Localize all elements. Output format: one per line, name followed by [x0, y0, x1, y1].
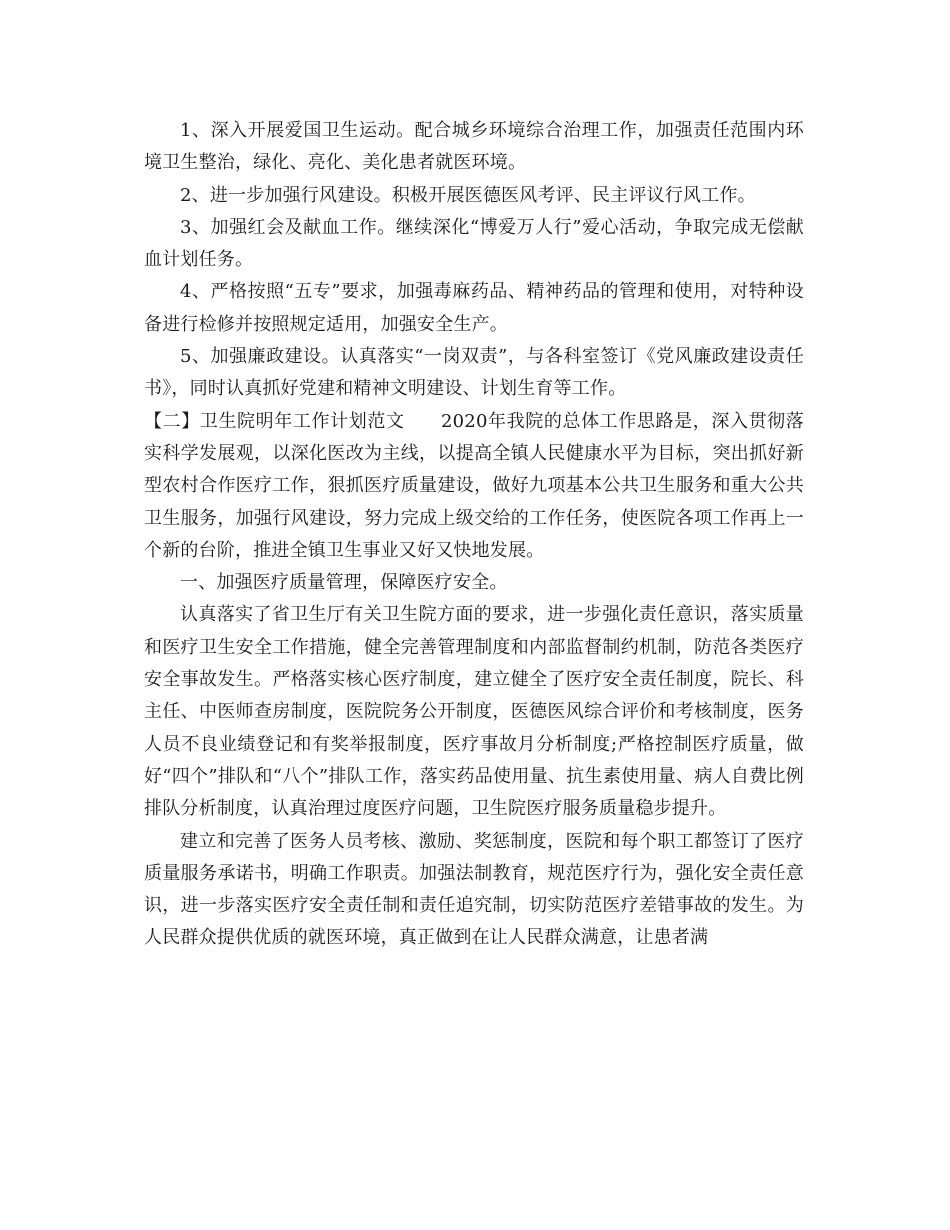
- paragraph-item-3: 3、加强红会及献血工作。继续深化“博爱万人行”爱心活动，争取完成无偿献血计划任务。: [144, 216, 804, 271]
- paragraph-item-2: 2、进一步加强行风建设。积极开展医德医风考评、民主评议行风工作。: [180, 184, 756, 206]
- document-page: [144, 115, 804, 955]
- subheading: 一、加强医疗质量管理，保障医疗安全。: [180, 572, 508, 594]
- heading-gap: [405, 411, 441, 432]
- paragraph-item-1: 1、深入开展爱国卫生运动。配合城乡环境综合治理工作，加强责任范围内环境卫生整治，绿化、亮化、美化患者就医环境。: [144, 120, 804, 174]
- paragraph-item-5: 5、加强廉政建设。认真落实“一岗双责”，与各科室签订《党风廉政建设责任书》，同时认真抓好党建和精神文明建设、计划生育等工作。: [144, 346, 804, 400]
- section-intro: 2020年我院的总体工作思路是，深入贯彻落实科学发展观，以深化医改为主线，以提高全镇人民健康水平为目标，突出抓好新型农村合作医疗工作，狠抓医疗质量建设，做好九项基本公共卫生服务和重大公共卫生服务，加强行风建设，努力完成上级交给的工作任务，使医院各项工作再上一个新的台阶，推进全镇卫生事业又好又快地发展。: [144, 410, 804, 561]
- body-paragraph-1: 认真落实了省卫生厅有关卫生院方面的要求，进一步强化责任意识，落实质量和医疗卫生安全工作措施，健全完善管理制度和内部监督制约机制，防范各类医疗安全事故发生。严格落实核心医疗制度，建立健全了医疗安全责任制度，院长、科主任、中医师查房制度，医院院务公开制度，医德医风综合评价和考核制度，医务人员不良业绩登记和有奖举报制度，医疗事故月分析制度;严格控制医疗质量，做好“四个”排队和“八个”排队工作，落实药品使用量、抗生素使用量、病人自费比例排队分析制度，认真治理过度医疗问题，卫生院医疗服务质量稳步提升。: [144, 604, 804, 820]
- section-heading: 【二】卫生院明年工作计划范文: [144, 410, 405, 432]
- paragraph-item-4: 4、严格按照“五专”要求，加强毒麻药品、精神药品的管理和使用，对特种设备进行检修并按照规定适用，加强安全生产。: [144, 281, 804, 335]
- body-paragraph-2: 建立和完善了医务人员考核、激励、奖惩制度，医院和每个职工都签订了医疗质量服务承诺书，明确工作职责。加强法制教育，规范医疗行为，强化安全责任意识，进一步落实医疗安全责任制和责任追究制，切实防范医疗差错事故的发生。为人民群众提供优质的就医环境，真正做到在让人民群众满意，让患者满: [144, 830, 804, 949]
- section-paragraph: [144, 406, 804, 567]
